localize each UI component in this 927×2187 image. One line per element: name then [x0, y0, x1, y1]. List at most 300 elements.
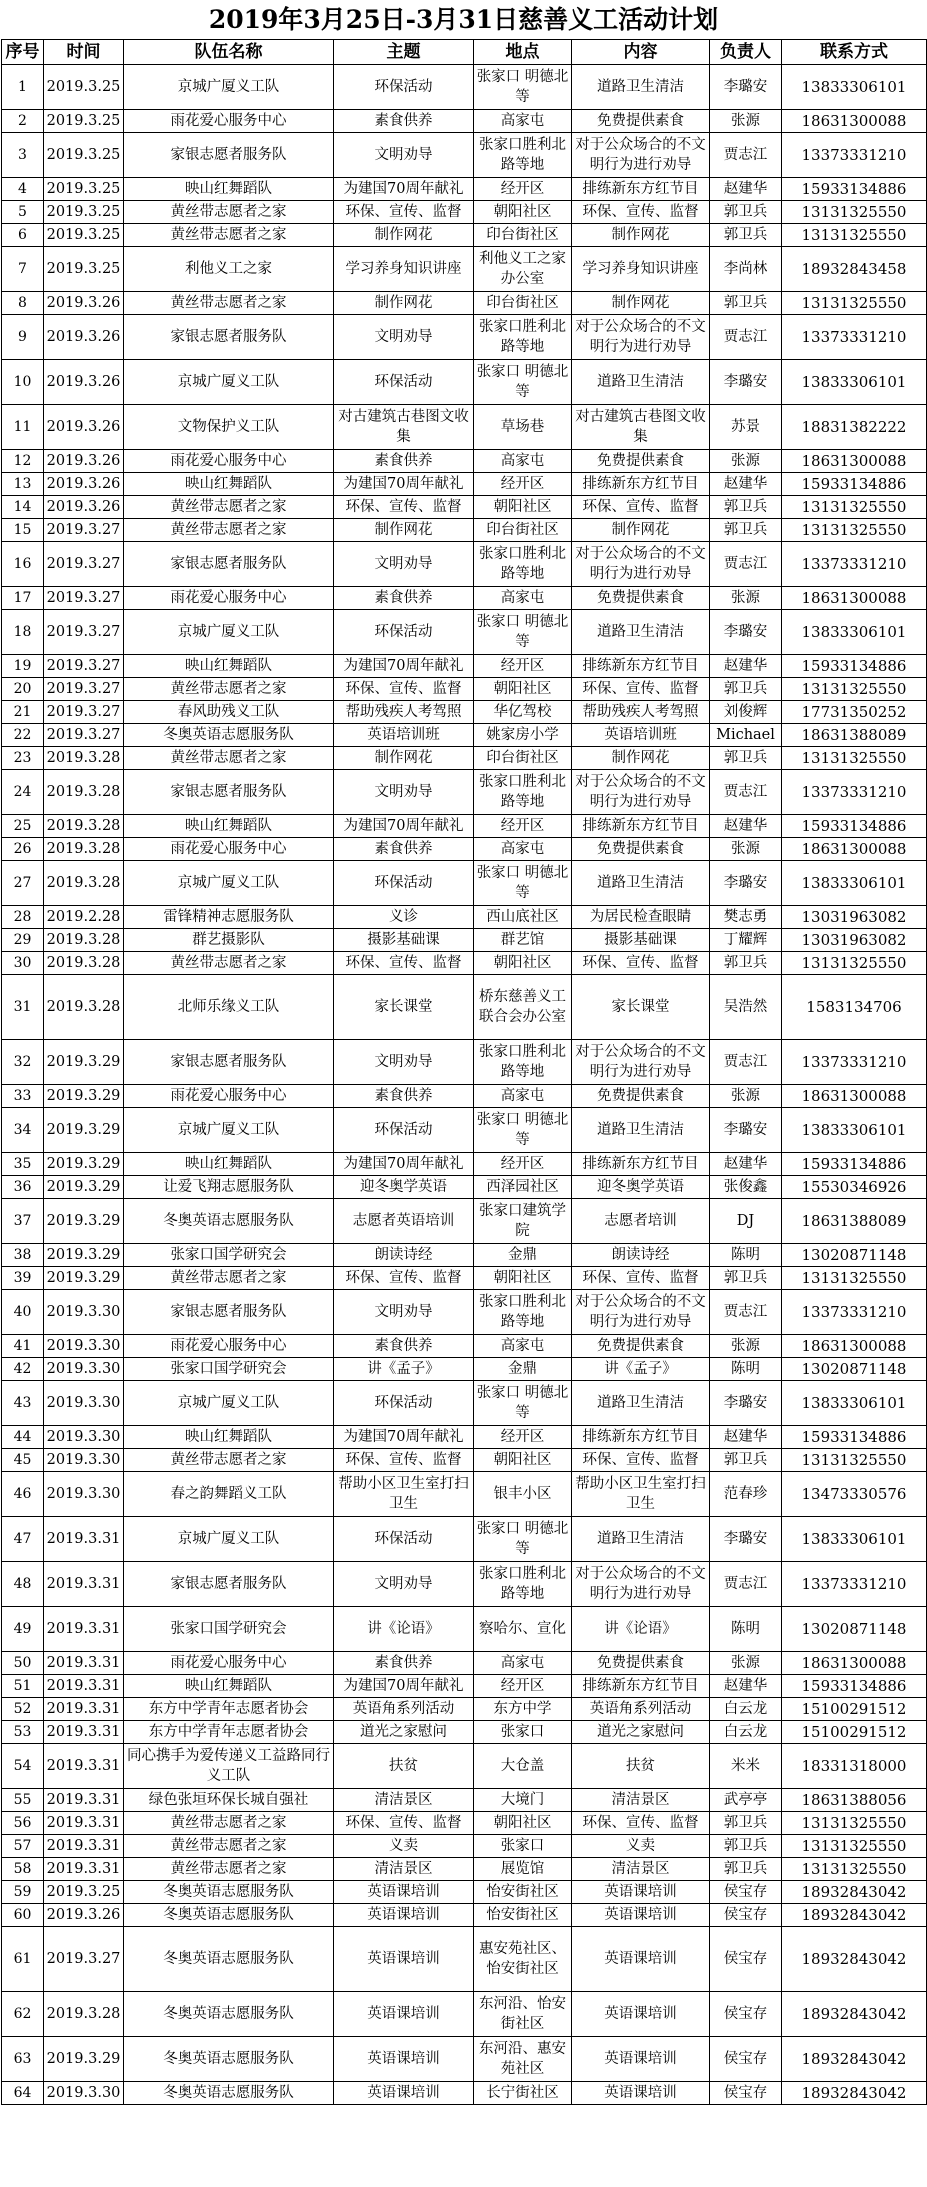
cell-theme: 义诊: [334, 906, 474, 929]
cell-phone: 13373331210: [782, 542, 927, 587]
cell-phone: 13131325550: [782, 1267, 927, 1290]
cell-date: 2019.3.29: [44, 1267, 124, 1290]
cell-place: 华亿驾校: [474, 701, 572, 724]
table-row: [2, 1358, 927, 1381]
cell-place: 印台街社区: [474, 747, 572, 770]
cell-content: 讲《孟子》: [572, 1358, 710, 1381]
cell-team: 映山红舞蹈队: [124, 473, 334, 496]
table-row: [2, 1176, 927, 1199]
cell-place: 印台街社区: [474, 292, 572, 315]
cell-date: 2019.3.27: [44, 1927, 124, 1992]
cell-date: 2019.3.31: [44, 1812, 124, 1835]
table-row: [2, 1607, 927, 1652]
cell-leader: 郭卫兵: [710, 747, 782, 770]
cell-no: 46: [2, 1472, 44, 1517]
table-row: [2, 178, 927, 201]
cell-place: 朝阳社区: [474, 1449, 572, 1472]
cell-team: 映山红舞蹈队: [124, 178, 334, 201]
cell-date: 2019.3.26: [44, 496, 124, 519]
table-row: [2, 2082, 927, 2105]
cell-theme: 环保活动: [334, 1108, 474, 1153]
cell-place: 经开区: [474, 473, 572, 496]
cell-date: 2019.3.30: [44, 1449, 124, 1472]
cell-team: 家银志愿者服务队: [124, 133, 334, 178]
cell-leader: 侯宝存: [710, 1904, 782, 1927]
cell-place: 张家口胜利北路等地: [474, 1290, 572, 1335]
cell-date: 2019.3.28: [44, 1992, 124, 2037]
cell-content: 道路卫生清洁: [572, 1517, 710, 1562]
cell-theme: 文明劝导: [334, 1562, 474, 1607]
cell-phone: 18631388056: [782, 1789, 927, 1812]
cell-date: 2019.3.28: [44, 815, 124, 838]
table-row: [2, 1881, 927, 1904]
cell-team: 京城广厦义工队: [124, 1381, 334, 1426]
cell-phone: 15933134886: [782, 473, 927, 496]
table-row: [2, 1812, 927, 1835]
cell-theme: 英语课培训: [334, 2037, 474, 2082]
cell-leader: 陈明: [710, 1607, 782, 1652]
cell-content: 道路卫生清洁: [572, 1381, 710, 1426]
cell-team: 黄丝带志愿者之家: [124, 678, 334, 701]
cell-theme: 文明劝导: [334, 770, 474, 815]
table-row: [2, 450, 927, 473]
cell-place: 张家口胜利北路等地: [474, 542, 572, 587]
cell-no: 16: [2, 542, 44, 587]
cell-team: 春之韵舞蹈义工队: [124, 1472, 334, 1517]
table-row: [2, 110, 927, 133]
cell-place: 朝阳社区: [474, 678, 572, 701]
cell-leader: 张源: [710, 1085, 782, 1108]
cell-team: 黄丝带志愿者之家: [124, 292, 334, 315]
cell-team: 黄丝带志愿者之家: [124, 952, 334, 975]
cell-date: 2019.3.25: [44, 224, 124, 247]
cell-place: 张家口胜利北路等地: [474, 1562, 572, 1607]
cell-leader: 郭卫兵: [710, 1812, 782, 1835]
cell-content: 对古建筑古巷图文收集: [572, 405, 710, 450]
cell-content: 免费提供素食: [572, 587, 710, 610]
cell-phone: 13020871148: [782, 1607, 927, 1652]
cell-team: 黄丝带志愿者之家: [124, 1267, 334, 1290]
cell-content: 道路卫生清洁: [572, 360, 710, 405]
cell-leader: 侯宝存: [710, 1992, 782, 2037]
cell-theme: 为建国70周年献礼: [334, 815, 474, 838]
cell-theme: 扶贫: [334, 1744, 474, 1789]
cell-leader: 米米: [710, 1744, 782, 1789]
cell-team: 京城广厦义工队: [124, 610, 334, 655]
table-row: [2, 247, 927, 292]
cell-theme: 环保、宣传、监督: [334, 496, 474, 519]
cell-content: 英语课培训: [572, 1881, 710, 1904]
cell-place: 张家口 明德北等: [474, 360, 572, 405]
table-row: [2, 1199, 927, 1244]
cell-place: 展览馆: [474, 1858, 572, 1881]
cell-leader: 张源: [710, 450, 782, 473]
cell-leader: 张源: [710, 587, 782, 610]
cell-team: 文物保护义工队: [124, 405, 334, 450]
cell-date: 2019.3.30: [44, 1381, 124, 1426]
table-row: [2, 1472, 927, 1517]
cell-phone: 18831382222: [782, 405, 927, 450]
cell-phone: 15933134886: [782, 1153, 927, 1176]
cell-content: 英语课培训: [572, 1992, 710, 2037]
cell-date: 2019.3.25: [44, 1881, 124, 1904]
cell-phone: 13131325550: [782, 952, 927, 975]
cell-content: 环保、宣传、监督: [572, 201, 710, 224]
cell-no: 7: [2, 247, 44, 292]
table-row: [2, 133, 927, 178]
cell-leader: 白云龙: [710, 1698, 782, 1721]
table-row: [2, 1449, 927, 1472]
cell-leader: 侯宝存: [710, 1881, 782, 1904]
cell-team: 雨花爱心服务中心: [124, 587, 334, 610]
cell-theme: 为建国70周年献礼: [334, 655, 474, 678]
cell-place: 印台街社区: [474, 224, 572, 247]
header-theme: 主题: [334, 40, 474, 65]
cell-place: 东方中学: [474, 1698, 572, 1721]
cell-place: 印台街社区: [474, 519, 572, 542]
cell-content: 排练新东方红节目: [572, 815, 710, 838]
cell-no: 20: [2, 678, 44, 701]
cell-content: 英语课培训: [572, 1927, 710, 1992]
cell-content: 清洁景区: [572, 1789, 710, 1812]
cell-date: 2019.3.26: [44, 1904, 124, 1927]
cell-date: 2019.3.31: [44, 1721, 124, 1744]
cell-phone: 13833306101: [782, 1108, 927, 1153]
cell-no: 54: [2, 1744, 44, 1789]
cell-phone: 18932843042: [782, 1904, 927, 1927]
cell-phone: 13131325550: [782, 1449, 927, 1472]
cell-theme: 英语课培训: [334, 1881, 474, 1904]
table-row: [2, 1335, 927, 1358]
schedule-table: [1, 39, 927, 2105]
cell-team: 雨花爱心服务中心: [124, 450, 334, 473]
cell-date: 2019.3.29: [44, 1176, 124, 1199]
cell-date: 2019.3.25: [44, 110, 124, 133]
cell-date: 2019.3.30: [44, 1472, 124, 1517]
cell-phone: 13131325550: [782, 747, 927, 770]
cell-date: 2019.3.30: [44, 1335, 124, 1358]
cell-theme: 文明劝导: [334, 1040, 474, 1085]
cell-theme: 家长课堂: [334, 975, 474, 1040]
table-row: [2, 1085, 927, 1108]
table-row: [2, 906, 927, 929]
table-row: [2, 747, 927, 770]
table-row: [2, 1789, 927, 1812]
cell-theme: 为建国70周年献礼: [334, 473, 474, 496]
table-row: [2, 952, 927, 975]
table-row: [2, 815, 927, 838]
cell-no: 22: [2, 724, 44, 747]
cell-leader: 郭卫兵: [710, 519, 782, 542]
cell-leader: 郭卫兵: [710, 1267, 782, 1290]
cell-theme: 文明劝导: [334, 133, 474, 178]
cell-theme: 为建国70周年献礼: [334, 1426, 474, 1449]
cell-phone: 18631300088: [782, 110, 927, 133]
cell-content: 免费提供素食: [572, 1335, 710, 1358]
cell-place: 张家口 明德北等: [474, 1517, 572, 1562]
cell-date: 2019.3.27: [44, 519, 124, 542]
header-leader: 负责人: [710, 40, 782, 65]
cell-content: 免费提供素食: [572, 838, 710, 861]
cell-leader: 李璐安: [710, 1381, 782, 1426]
table-row: [2, 1927, 927, 1992]
cell-no: 28: [2, 906, 44, 929]
cell-theme: 素食供养: [334, 450, 474, 473]
cell-leader: 李璐安: [710, 861, 782, 906]
cell-place: 西泽园社区: [474, 1176, 572, 1199]
cell-date: 2019.3.30: [44, 2082, 124, 2105]
cell-leader: 贾志江: [710, 770, 782, 815]
cell-phone: 18932843042: [782, 1881, 927, 1904]
cell-team: 雨花爱心服务中心: [124, 1085, 334, 1108]
cell-date: 2019.3.25: [44, 247, 124, 292]
cell-no: 52: [2, 1698, 44, 1721]
cell-phone: 15933134886: [782, 655, 927, 678]
cell-place: 张家口胜利北路等地: [474, 133, 572, 178]
table-row: [2, 405, 927, 450]
cell-no: 40: [2, 1290, 44, 1335]
cell-no: 36: [2, 1176, 44, 1199]
cell-content: 排练新东方红节目: [572, 655, 710, 678]
table-row: [2, 838, 927, 861]
cell-place: 张家口: [474, 1721, 572, 1744]
cell-leader: 陈明: [710, 1358, 782, 1381]
cell-leader: 赵建华: [710, 178, 782, 201]
cell-theme: 环保、宣传、监督: [334, 1449, 474, 1472]
cell-place: 大仓盖: [474, 1744, 572, 1789]
cell-content: 对于公众场合的不文明行为进行劝导: [572, 133, 710, 178]
cell-leader: 郭卫兵: [710, 224, 782, 247]
cell-leader: 赵建华: [710, 1675, 782, 1698]
cell-theme: 环保活动: [334, 65, 474, 110]
cell-place: 高家屯: [474, 587, 572, 610]
cell-phone: 13373331210: [782, 1040, 927, 1085]
cell-no: 21: [2, 701, 44, 724]
cell-phone: 15933134886: [782, 178, 927, 201]
cell-leader: 赵建华: [710, 473, 782, 496]
cell-place: 经开区: [474, 1675, 572, 1698]
cell-phone: 13131325550: [782, 224, 927, 247]
cell-place: 张家口胜利北路等地: [474, 1040, 572, 1085]
cell-no: 9: [2, 315, 44, 360]
cell-leader: 贾志江: [710, 133, 782, 178]
cell-content: 讲《论语》: [572, 1607, 710, 1652]
cell-team: 冬奥英语志愿服务队: [124, 1881, 334, 1904]
table-row: [2, 1721, 927, 1744]
cell-content: 制作网花: [572, 224, 710, 247]
cell-theme: 清洁景区: [334, 1789, 474, 1812]
cell-date: 2019.3.29: [44, 1108, 124, 1153]
table-row: [2, 1517, 927, 1562]
cell-place: 群艺馆: [474, 929, 572, 952]
table-row: [2, 1381, 927, 1426]
cell-no: 30: [2, 952, 44, 975]
cell-place: 金鼎: [474, 1244, 572, 1267]
cell-phone: 18932843042: [782, 1992, 927, 2037]
cell-theme: 环保活动: [334, 610, 474, 655]
cell-phone: 18631300088: [782, 1652, 927, 1675]
cell-theme: 为建国70周年献礼: [334, 178, 474, 201]
cell-no: 45: [2, 1449, 44, 1472]
cell-team: 冬奥英语志愿服务队: [124, 2037, 334, 2082]
cell-leader: 贾志江: [710, 315, 782, 360]
cell-content: 对于公众场合的不文明行为进行劝导: [572, 542, 710, 587]
header-content: 内容: [572, 40, 710, 65]
cell-place: 姚家房小学: [474, 724, 572, 747]
cell-team: 雨花爱心服务中心: [124, 1652, 334, 1675]
cell-leader: 范春珍: [710, 1472, 782, 1517]
cell-content: 制作网花: [572, 292, 710, 315]
cell-leader: 郭卫兵: [710, 1835, 782, 1858]
cell-theme: 素食供养: [334, 1652, 474, 1675]
cell-phone: 18631300088: [782, 1335, 927, 1358]
cell-date: 2019.3.31: [44, 1675, 124, 1698]
cell-theme: 素食供养: [334, 587, 474, 610]
cell-date: 2019.3.27: [44, 724, 124, 747]
table-row: [2, 975, 927, 1040]
cell-leader: 李璐安: [710, 360, 782, 405]
cell-team: 群艺摄影队: [124, 929, 334, 952]
cell-phone: 13833306101: [782, 1517, 927, 1562]
cell-date: 2019.3.30: [44, 1426, 124, 1449]
cell-content: 排练新东方红节目: [572, 1153, 710, 1176]
cell-leader: 郭卫兵: [710, 952, 782, 975]
cell-theme: 环保活动: [334, 1381, 474, 1426]
cell-content: 道路卫生清洁: [572, 1108, 710, 1153]
cell-theme: 素食供养: [334, 110, 474, 133]
cell-content: 志愿者培训: [572, 1199, 710, 1244]
cell-leader: 李璐安: [710, 65, 782, 110]
cell-place: 怡安街社区: [474, 1904, 572, 1927]
cell-no: 58: [2, 1858, 44, 1881]
cell-team: 家银志愿者服务队: [124, 315, 334, 360]
table-row: [2, 1992, 927, 2037]
cell-team: 冬奥英语志愿服务队: [124, 1904, 334, 1927]
cell-no: 12: [2, 450, 44, 473]
cell-no: 27: [2, 861, 44, 906]
cell-leader: 李尚林: [710, 247, 782, 292]
cell-team: 京城广厦义工队: [124, 1517, 334, 1562]
cell-team: 东方中学青年志愿者协会: [124, 1721, 334, 1744]
cell-team: 黄丝带志愿者之家: [124, 1858, 334, 1881]
cell-team: 家银志愿者服务队: [124, 1562, 334, 1607]
cell-place: 察哈尔、宣化: [474, 1607, 572, 1652]
cell-content: 道光之家慰问: [572, 1721, 710, 1744]
cell-content: 环保、宣传、监督: [572, 496, 710, 519]
cell-phone: 15100291512: [782, 1698, 927, 1721]
cell-place: 张家口 明德北等: [474, 1108, 572, 1153]
cell-team: 雷锋精神志愿服务队: [124, 906, 334, 929]
cell-team: 黄丝带志愿者之家: [124, 224, 334, 247]
table-row: [2, 724, 927, 747]
cell-team: 雨花爱心服务中心: [124, 110, 334, 133]
cell-place: 大境门: [474, 1789, 572, 1812]
cell-theme: 为建国70周年献礼: [334, 1675, 474, 1698]
cell-date: 2019.2.28: [44, 906, 124, 929]
table-row: [2, 2037, 927, 2082]
cell-no: 18: [2, 610, 44, 655]
cell-team: 雨花爱心服务中心: [124, 1335, 334, 1358]
cell-place: 经开区: [474, 1426, 572, 1449]
cell-content: 排练新东方红节目: [572, 1675, 710, 1698]
cell-phone: 18631300088: [782, 587, 927, 610]
header-date: 时间: [44, 40, 124, 65]
cell-content: 道路卫生清洁: [572, 65, 710, 110]
cell-phone: 1583134706: [782, 975, 927, 1040]
cell-team: 冬奥英语志愿服务队: [124, 724, 334, 747]
cell-date: 2019.3.27: [44, 587, 124, 610]
table-row: [2, 496, 927, 519]
cell-date: 2019.3.29: [44, 1085, 124, 1108]
cell-content: 朗读诗经: [572, 1244, 710, 1267]
cell-team: 冬奥英语志愿服务队: [124, 1992, 334, 2037]
cell-leader: 苏景: [710, 405, 782, 450]
cell-content: 环保、宣传、监督: [572, 678, 710, 701]
cell-leader: 张源: [710, 1335, 782, 1358]
cell-theme: 环保、宣传、监督: [334, 1812, 474, 1835]
cell-team: 京城广厦义工队: [124, 65, 334, 110]
cell-no: 44: [2, 1426, 44, 1449]
cell-theme: 环保活动: [334, 1517, 474, 1562]
cell-phone: 18631300088: [782, 450, 927, 473]
cell-place: 张家口 明德北等: [474, 610, 572, 655]
cell-date: 2019.3.26: [44, 315, 124, 360]
cell-date: 2019.3.31: [44, 1698, 124, 1721]
cell-date: 2019.3.26: [44, 292, 124, 315]
cell-date: 2019.3.26: [44, 473, 124, 496]
cell-place: 惠安苑社区、怡安街社区: [474, 1927, 572, 1992]
cell-team: 冬奥英语志愿服务队: [124, 1927, 334, 1992]
cell-content: 免费提供素食: [572, 1085, 710, 1108]
cell-content: 对于公众场合的不文明行为进行劝导: [572, 770, 710, 815]
cell-date: 2019.3.28: [44, 770, 124, 815]
cell-date: 2019.3.25: [44, 65, 124, 110]
cell-leader: 贾志江: [710, 1290, 782, 1335]
cell-leader: 张源: [710, 838, 782, 861]
cell-place: 草场巷: [474, 405, 572, 450]
cell-team: 映山红舞蹈队: [124, 1675, 334, 1698]
cell-team: 映山红舞蹈队: [124, 1153, 334, 1176]
cell-content: 环保、宣传、监督: [572, 952, 710, 975]
cell-no: 53: [2, 1721, 44, 1744]
cell-no: 26: [2, 838, 44, 861]
table-row: [2, 861, 927, 906]
cell-leader: 赵建华: [710, 815, 782, 838]
cell-phone: 18932843042: [782, 2082, 927, 2105]
cell-no: 31: [2, 975, 44, 1040]
cell-team: 映山红舞蹈队: [124, 655, 334, 678]
cell-no: 59: [2, 1881, 44, 1904]
cell-phone: 13131325550: [782, 496, 927, 519]
cell-theme: 制作网花: [334, 519, 474, 542]
cell-leader: 张俊鑫: [710, 1176, 782, 1199]
cell-leader: 郭卫兵: [710, 496, 782, 519]
cell-no: 34: [2, 1108, 44, 1153]
cell-no: 11: [2, 405, 44, 450]
cell-no: 29: [2, 929, 44, 952]
cell-team: 家银志愿者服务队: [124, 1040, 334, 1085]
table-row: [2, 1562, 927, 1607]
table-row: [2, 701, 927, 724]
cell-leader: 郭卫兵: [710, 678, 782, 701]
cell-phone: 13131325550: [782, 519, 927, 542]
cell-no: 14: [2, 496, 44, 519]
cell-place: 张家口胜利北路等地: [474, 770, 572, 815]
cell-date: 2019.3.26: [44, 405, 124, 450]
cell-theme: 环保、宣传、监督: [334, 678, 474, 701]
cell-no: 8: [2, 292, 44, 315]
cell-no: 39: [2, 1267, 44, 1290]
